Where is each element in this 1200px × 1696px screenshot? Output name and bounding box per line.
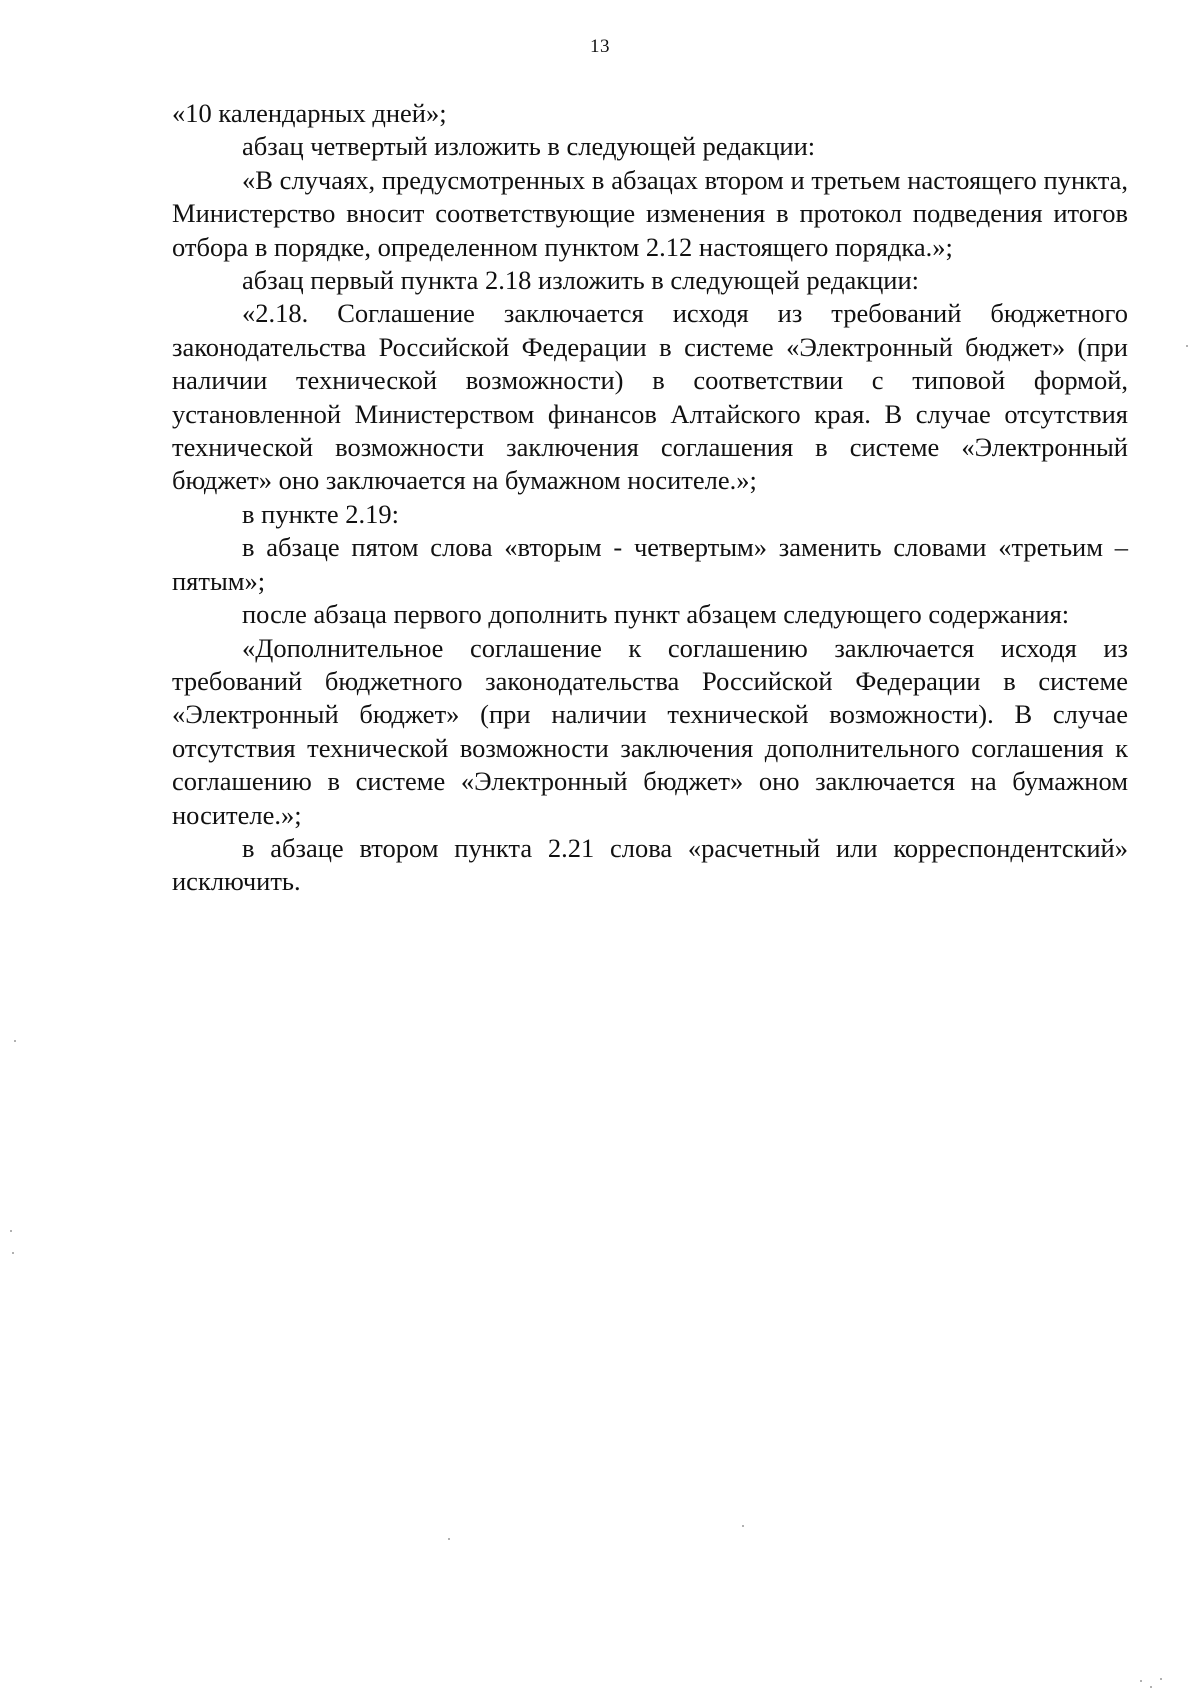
paragraph-6: в пункте 2.19: — [242, 498, 399, 529]
scan-speck — [14, 1040, 16, 1042]
paragraph-10: в абзаце втором пункта 2.21 слова «расчетный или корреспондентский» исключить. — [172, 832, 1128, 897]
paragraph-7: в абзаце пятом слова «вторым - четвертым» заменить словами «третьим – пятым»; — [172, 532, 1128, 596]
scan-speck — [742, 1525, 744, 1527]
paragraph-2: абзац четвертый изложить в следующей редакции: — [242, 131, 816, 162]
scan-speck — [1160, 1678, 1162, 1680]
page-number: 13 — [590, 36, 610, 57]
paragraph-5: «2.18. Соглашение заключается исходя из требований бюджетного законодательства Российской Федерации в системе «Электронный бюджет» (при наличии технической возможности) в соответствии с типовой формой, установленной Министерством финансов Алтайского края. В случае отсутствия технической возможности заключения соглашения в системе «Электронный бюджет» оно заключается на бумажном носителе.»; — [172, 298, 1128, 496]
paragraph-4: абзац первый пункта 2.18 изложить в следующей редакции: — [242, 265, 920, 296]
scan-speck — [12, 1252, 14, 1254]
scan-speck — [1150, 1686, 1152, 1688]
scan-speck — [10, 1230, 12, 1232]
paragraph-8: после абзаца первого дополнить пункт абзацем следующего содержания: — [242, 599, 1070, 630]
paragraph-1: «10 календарных дней»; — [172, 98, 447, 128]
scan-speck — [1140, 1680, 1142, 1682]
paragraph-9: «Дополнительное соглашение к соглашению заключается исходя из требований бюджетного законодательства Российской Федерации в системе «Электронный бюджет» (при наличии технической возможности). В случае отсутствия технической возможности заключения дополнительного соглашения к соглашению в системе «Электронный бюджет» оно заключается на бумажном носителе.»; — [172, 632, 1128, 830]
scan-speck — [448, 1538, 450, 1540]
paragraph-3: «В случаях, предусмотренных в абзацах втором и третьем настоящего пункта, Министерство вносит соответствующие изменения в протокол подведения итогов отбора в порядке, определенном пунктом 2.12 настоящего порядка.»; — [172, 164, 1128, 262]
document-body — [172, 97, 1128, 899]
scan-speck — [1186, 345, 1188, 347]
